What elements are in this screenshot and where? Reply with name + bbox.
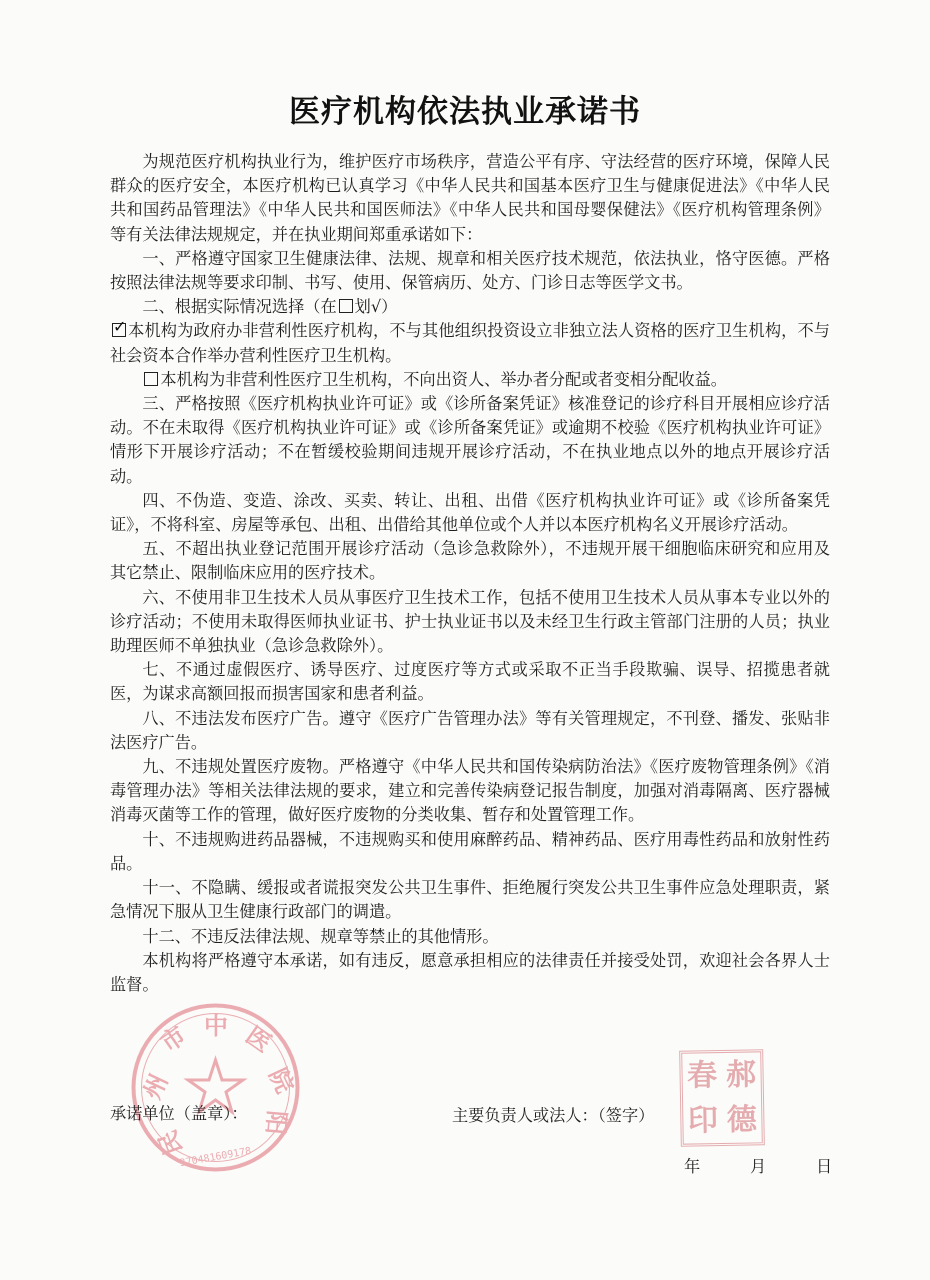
seal-char-1: 州 [137, 1069, 174, 1104]
date-year: 年 [684, 1157, 701, 1176]
person-signature-label: 主要负责人或法人：（签字） [452, 1106, 655, 1125]
item-10: 十、不违规购进药品器械，不违规购买和使用麻醉药品、精神药品、医疗用毒性药品和放射性药品。 [110, 829, 830, 873]
option-1-text: 本机构为政府办非营利性医疗机构，不与其他组织投资设立非独立法人资格的医疗卫生机构，不与社会资本合作举办营利性医疗卫生机构。 [110, 321, 830, 365]
intro-paragraph: 为规范医疗机构执业行为，维护医疗市场秩序，营造公平有序、守法经营的医疗环境，保障人民群众的医疗安全，本医疗机构已认真学习《中华人民共和国基本医疗卫生与健康促进法》《中华人民共和国药品管理法》《中华人民共和国医师法》《中华人民共和国母婴保健法》《医疗机构管理条例》等有关法律法规规定，并在执业期间郑重承诺如下： [110, 152, 830, 244]
seal-char-7: 民 [152, 1126, 188, 1160]
item-6: 六、不使用非卫生技术人员从事医疗卫生技术工作，包括不使用卫生技术人员从事本专业以外的诊疗活动；不使用未取得医师执业证书、护士执业证书以及未经卫生行政主管部门注册的人员；执业助理医师不单独执业（急诊急救除外）。 [110, 587, 830, 656]
item-1: 一、严格遵守国家卫生健康法律、法规、规章和相关医疗技术规范，依法执业，恪守医德。严格按照法律法规等要求印制、书写、使用、保管病历、处方、门诊日志等医学文书。 [110, 248, 830, 293]
stamp-char-2: 郝 [725, 1056, 757, 1093]
option-2-text: 本机构为非营利性医疗卫生机构，不向出资人、举办者分配或者变相分配收益。 [160, 369, 727, 389]
option-2-checkbox-icon[interactable] [144, 372, 158, 386]
closing-paragraph: 本机构将严格遵守本承诺，如有违反，愿意承担相应的法律责任并接受处罚，欢迎社会各界人士监督。 [110, 950, 830, 994]
option-2 [110, 368, 830, 392]
signature-stamp-icon [679, 1049, 765, 1146]
document-body [110, 150, 830, 997]
official-seal-icon [128, 1000, 303, 1175]
date-day: 日 [816, 1157, 833, 1176]
item-5: 五、不超出执业登记范围开展诊疗活动（急诊急救除外），不违规开展干细胞临床研究和应用及其它禁止、限制临床应用的医疗技术。 [110, 539, 830, 583]
item-7: 七、不通过虚假医疗、诱导医疗、过度医疗等方式或采取不正当手段欺骗、误导、招揽患者就医，为谋求高额回报而损害国家和患者利益。 [110, 660, 830, 704]
item-9: 九、不违规处置医疗废物。严格遵守《中华人民共和国传染病防治法》《医疗废物管理条例》《消毒管理办法》等相关法律法规的要求，建立和完善传染病登记报告制度，加强对消毒隔离、医疗器械消毒灭菌等工作的管理，做好医疗废物的分类收集、暂存和处置管理工作。 [110, 757, 830, 825]
item-3: 三、严格按照《医疗机构执业许可证》或《诊所备案凭证》核准登记的诊疗科目开展相应诊疗活动。不在未取得《医疗机构执业许可证》或《诊所备案凭证》或逾期不校验《医疗机构执业许可证》情形下开展诊疗活动；不在暂缓校验期间违规开展诊疗活动，不在执业地点以外的地点开展诊疗活动。 [110, 394, 830, 486]
seal-char-5: 院 [263, 1063, 300, 1098]
seal-char-2: 市 [154, 1020, 192, 1058]
stamp-char-1: 春 [686, 1057, 718, 1094]
item-2-suffix: 划√） [354, 297, 398, 317]
date-month: 月 [750, 1157, 767, 1176]
seal-code: 370481609178 [179, 1145, 253, 1170]
seal-char-6: 阳 [260, 1109, 292, 1136]
item-11: 十一、不隐瞒、缓报或者谎报突发公共卫生事件、拒绝履行突发公共卫生事件应急处理职责，紧急情况下服从卫生健康行政部门的调遣。 [110, 878, 830, 922]
option-1-checkbox-checked-icon[interactable] [112, 323, 126, 337]
seal-char-4: 医 [240, 1020, 278, 1058]
unit-seal-label: 承诺单位（盖章）： [110, 1104, 248, 1123]
stamp-char-3: 印 [687, 1102, 719, 1139]
item-4: 四、不伪造、变造、涂改、买卖、转让、出租、出借《医疗机构执业许可证》或《诊所备案凭证》，不将科室、房屋等承包、出租、出借给其他单位或个人并以本医疗机构名义开展诊疗活动。 [110, 490, 830, 535]
legend-checkbox-icon [339, 299, 353, 313]
item-12: 十二、不违反法律法规、规章等禁止的其他情形。 [142, 926, 499, 946]
item-2-prefix: 二、根据实际情况选择（在 [142, 297, 337, 317]
document-title: 医疗机构依法执业承诺书 [289, 94, 641, 130]
item-8: 八、不违法发布医疗广告。遵守《医疗广告管理办法》等有关管理规定，不刊登、播发、张贴非法医疗广告。 [110, 708, 830, 752]
stamp-char-4: 德 [726, 1101, 758, 1138]
seal-char-3: 中 [204, 1011, 228, 1040]
item-2 [110, 295, 830, 319]
option-1 [110, 319, 830, 367]
